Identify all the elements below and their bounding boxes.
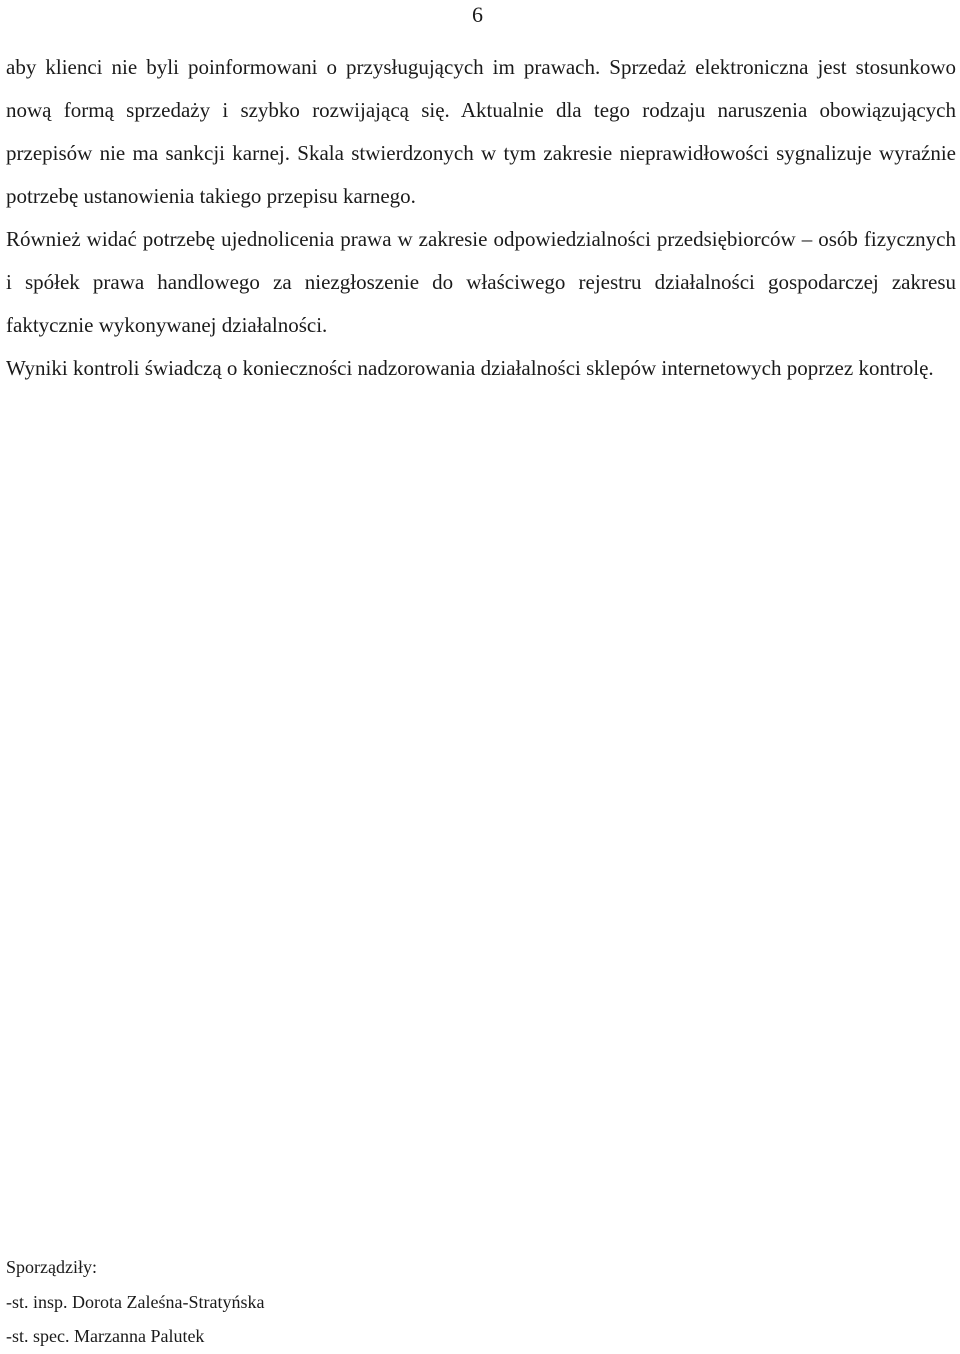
paragraph-inspection-results: Wyniki kontroli świadczą o konieczności nadzorowania działalności sklepów internetowych poprzez kontrolę. xyxy=(6,356,934,380)
paragraph-law-unification: Również widać potrzebę ujednolicenia prawa w zakresie odpowiedzialności przedsiębiorców – osób fizycznych i spółek prawa handlowego za niezgłoszenie do właściwego rejestru działalności gospodarczej zakresu faktycznie wykonywanej działalności. xyxy=(6,227,956,337)
paragraph-sales-sanctions: aby klienci nie byli poinformowani o przysługujących im prawach. Sprzedaż elektroniczna jest stosunkowo nową formą sprzedaży i szybko rozwijającą się. Aktualnie dla tego rodzaju naruszenia obowiązujących przepisów nie ma sankcji karnej. Skala stwierdzonych w tym zakresie nieprawidłowości sygnalizuje wyraźnie potrzebę ustanowienia takiego przepisu karnego. xyxy=(6,55,956,208)
signature-author: -st. spec. Marzanna Palutek xyxy=(6,1326,205,1346)
signature-block xyxy=(6,1250,264,1354)
page-number: 6 xyxy=(472,2,483,27)
signature-author: -st. insp. Dorota Zaleśna-Stratyńska xyxy=(6,1291,265,1312)
document-body xyxy=(6,46,956,390)
signature-heading: Sporządziły: xyxy=(6,1257,97,1277)
